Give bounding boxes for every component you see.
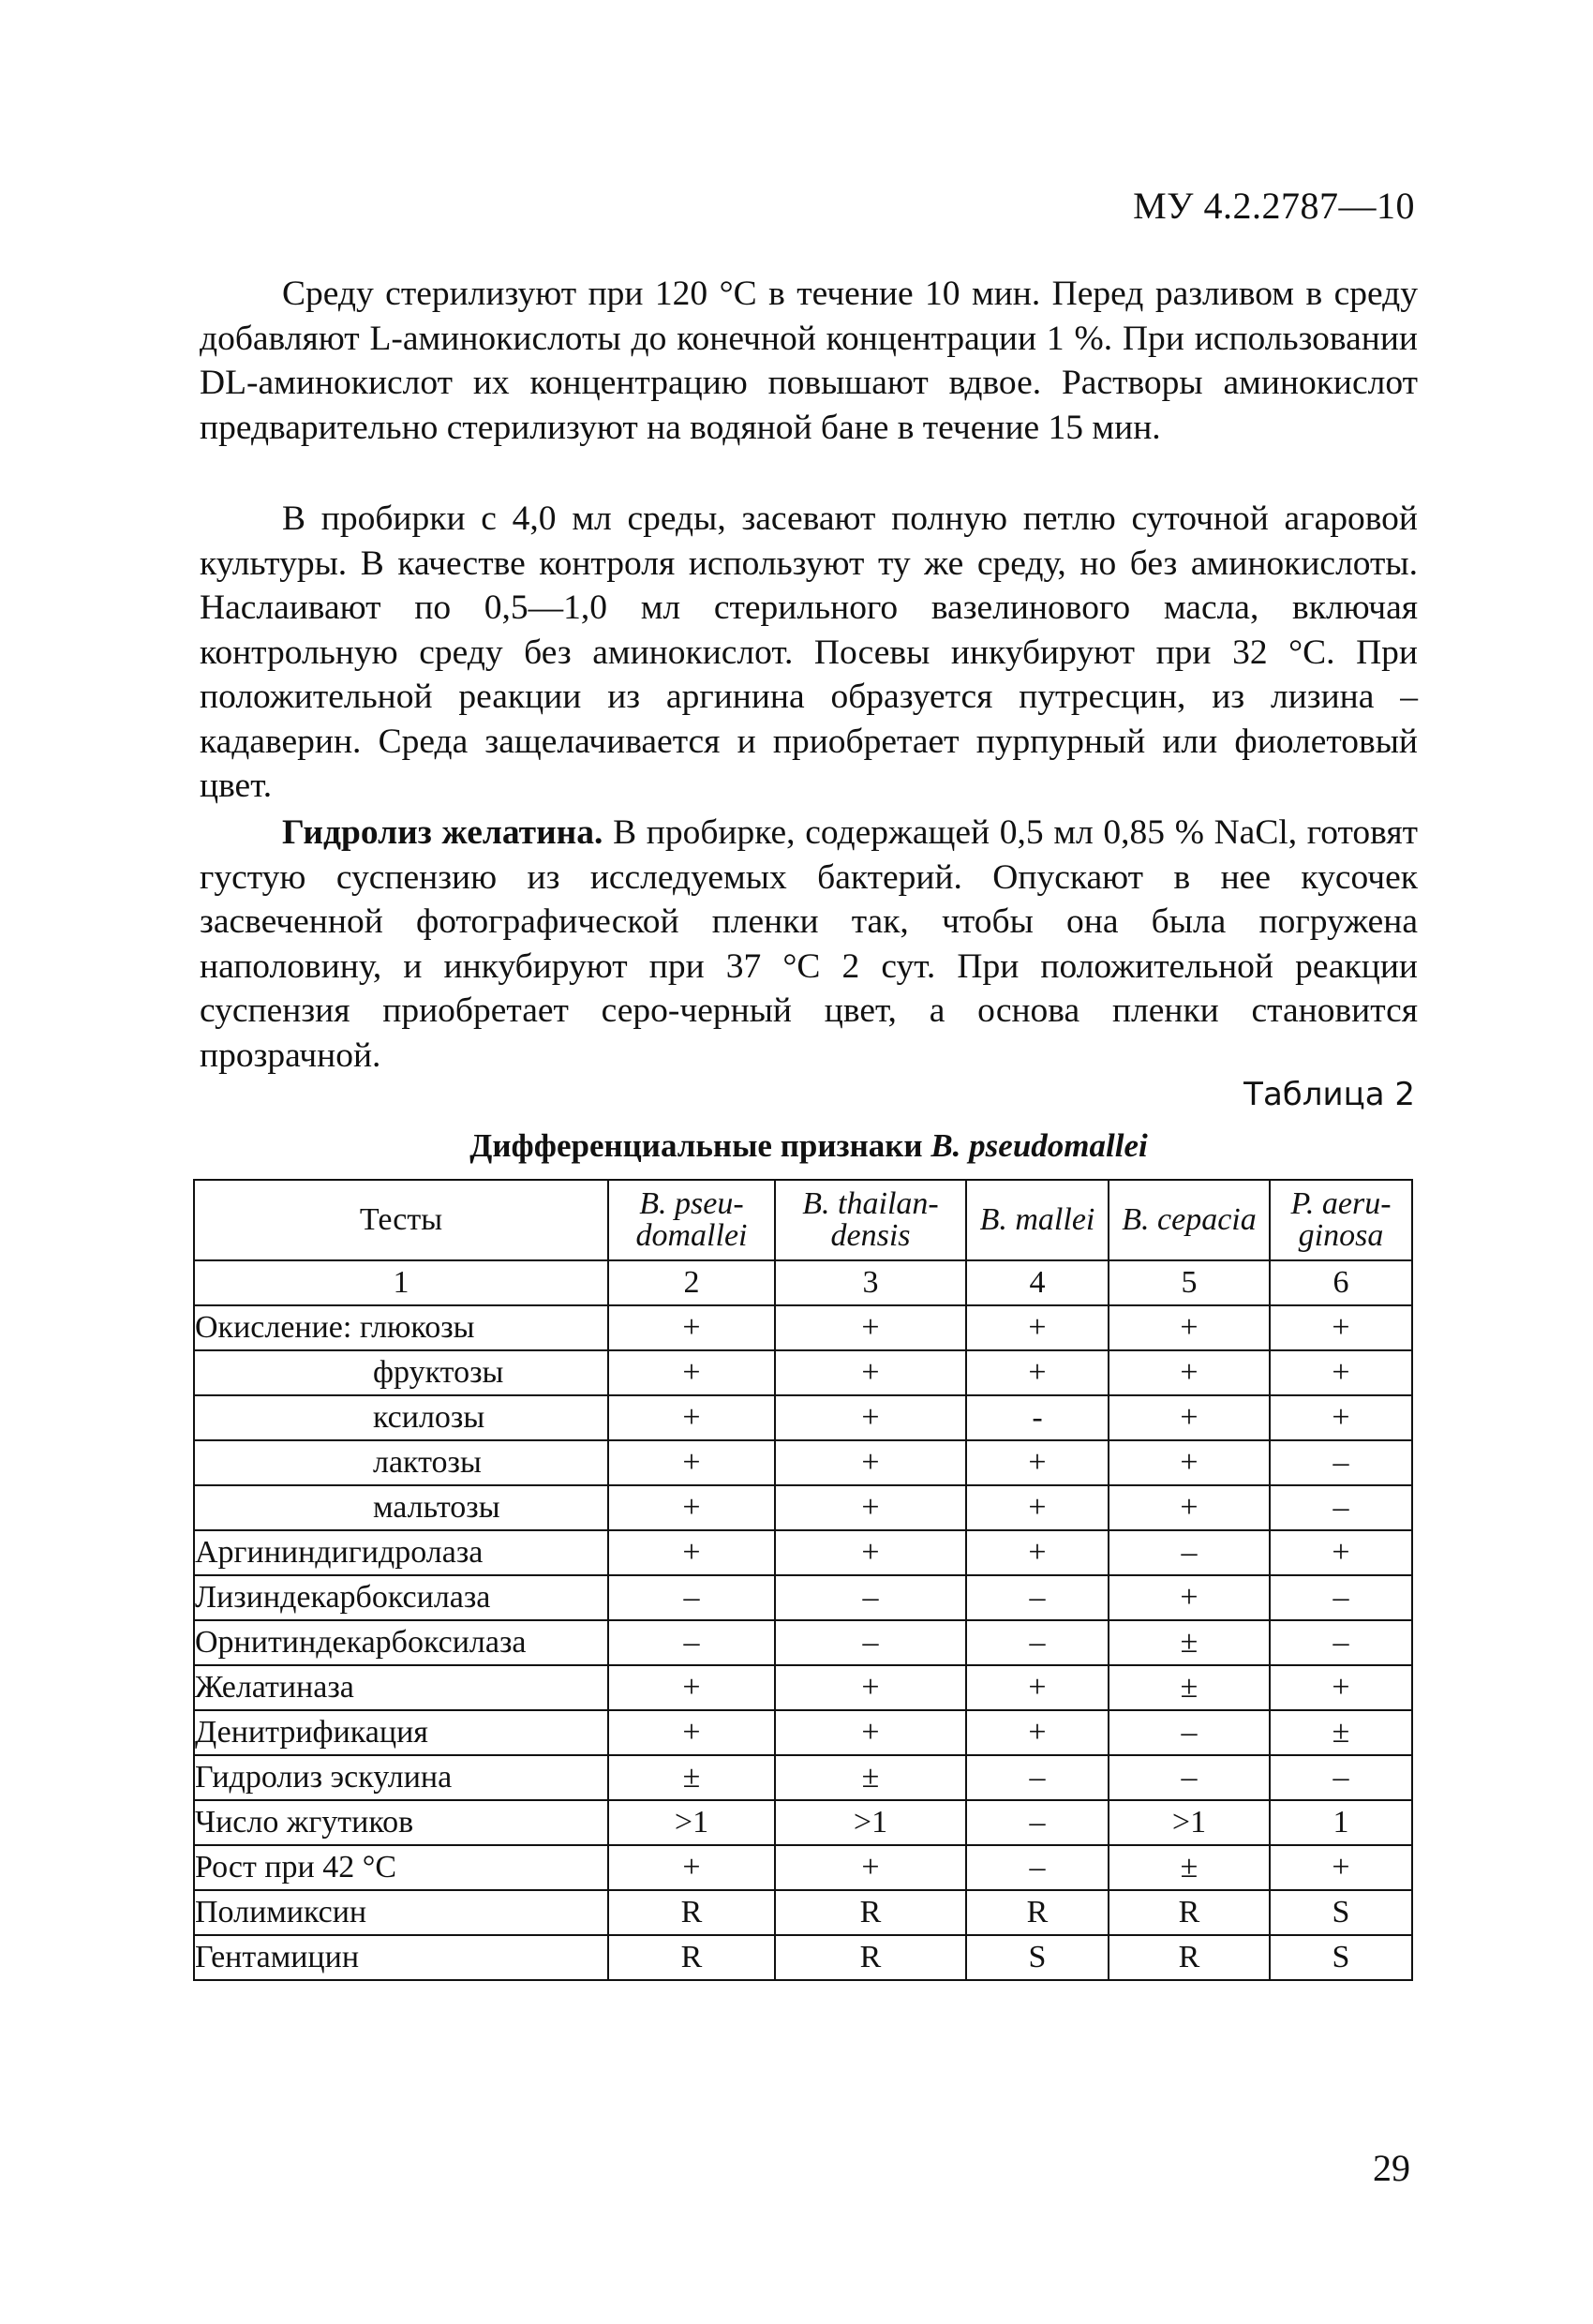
- paragraph-sterilization: [200, 272, 1418, 450]
- header-tests: Тесты: [194, 1180, 608, 1260]
- header-p-aeruginosa: [1270, 1180, 1412, 1260]
- document-code: МУ 4.2.2787—10: [1133, 185, 1415, 227]
- header-b-thailandensis: [775, 1180, 966, 1260]
- result-cell: +: [775, 1305, 966, 1350]
- result-cell: +: [966, 1530, 1109, 1575]
- table-row: [194, 1890, 1412, 1935]
- table-row: [194, 1530, 1412, 1575]
- result-cell: ±: [1109, 1665, 1270, 1710]
- test-name-cell: Аргининдигидролаза: [194, 1530, 608, 1575]
- table-row: [194, 1350, 1412, 1395]
- result-cell: +: [775, 1530, 966, 1575]
- result-cell: +: [608, 1665, 775, 1710]
- paragraph-heading: Гидролиз желатина.: [282, 813, 603, 852]
- result-cell: R: [1109, 1935, 1270, 1980]
- test-name-cell: Денитрификация: [194, 1710, 608, 1755]
- table-caption-species: B. pseudomallei: [930, 1127, 1148, 1164]
- result-cell: S: [966, 1935, 1109, 1980]
- result-cell: R: [775, 1890, 966, 1935]
- result-cell: +: [608, 1530, 775, 1575]
- result-cell: +: [775, 1665, 966, 1710]
- result-cell: –: [966, 1800, 1109, 1845]
- header-b-cepacia: [1109, 1180, 1270, 1260]
- result-cell: >1: [608, 1800, 775, 1845]
- test-name-cell: Рост при 42 °С: [194, 1845, 608, 1890]
- result-cell: +: [1270, 1845, 1412, 1890]
- result-cell: –: [775, 1575, 966, 1620]
- result-cell: +: [1109, 1350, 1270, 1395]
- result-cell: –: [1270, 1620, 1412, 1665]
- result-cell: +: [966, 1350, 1109, 1395]
- page-number: 29: [1373, 2147, 1410, 2189]
- test-name-cell: Число жгутиков: [194, 1800, 608, 1845]
- result-cell: +: [1270, 1395, 1412, 1440]
- table-row: [194, 1620, 1412, 1665]
- column-number: 2: [608, 1260, 775, 1305]
- result-cell: –: [966, 1755, 1109, 1800]
- table-row: [194, 1575, 1412, 1620]
- result-cell: –: [1109, 1530, 1270, 1575]
- result-cell: R: [966, 1890, 1109, 1935]
- result-cell: +: [1109, 1575, 1270, 1620]
- result-cell: +: [608, 1440, 775, 1485]
- column-number: 6: [1270, 1260, 1412, 1305]
- paragraph-body: В пробирке, содержащей 0,5 мл 0,85 % NaCl, готовят густую суспензию из исследуемых бактерий. Опускают в нее кусочек засвеченной фотографической пленки так, чтобы она была погружена наполовину, и инкубируют при 37 °С 2 сут. При положительной реакции суспензия приобретает серо-черный цвет, а основа пленки становится прозрачной.: [200, 813, 1418, 1075]
- result-cell: –: [966, 1620, 1109, 1665]
- result-cell: ±: [775, 1755, 966, 1800]
- table-row: [194, 1755, 1412, 1800]
- result-cell: –: [966, 1845, 1109, 1890]
- result-cell: 1: [1270, 1800, 1412, 1845]
- result-cell: S: [1270, 1935, 1412, 1980]
- result-cell: S: [1270, 1890, 1412, 1935]
- result-cell: R: [1109, 1890, 1270, 1935]
- table-row: [194, 1845, 1412, 1890]
- table-row: [194, 1305, 1412, 1350]
- test-name-cell: Окисление: глюкозы: [194, 1305, 608, 1350]
- result-cell: +: [775, 1440, 966, 1485]
- header-label: B. pseu- domallei: [635, 1186, 748, 1253]
- result-cell: +: [966, 1710, 1109, 1755]
- result-cell: +: [966, 1485, 1109, 1530]
- result-cell: +: [1270, 1350, 1412, 1395]
- result-cell: –: [1109, 1755, 1270, 1800]
- header-label: B. mallei: [979, 1202, 1095, 1237]
- test-name-cell: Желатиназа: [194, 1665, 608, 1710]
- result-cell: –: [966, 1575, 1109, 1620]
- table-number: Таблица 2: [1243, 1076, 1415, 1113]
- table-header-row: [194, 1180, 1412, 1260]
- result-cell: +: [1109, 1485, 1270, 1530]
- result-cell: +: [966, 1305, 1109, 1350]
- test-name-cell: Гидролиз эскулина: [194, 1755, 608, 1800]
- result-cell: +: [608, 1485, 775, 1530]
- result-cell: +: [608, 1305, 775, 1350]
- header-label: B. thailan- densis: [802, 1186, 939, 1253]
- column-number: 5: [1109, 1260, 1270, 1305]
- header-b-pseudomallei: [608, 1180, 775, 1260]
- table-row: [194, 1395, 1412, 1440]
- result-cell: +: [966, 1665, 1109, 1710]
- result-cell: +: [775, 1710, 966, 1755]
- table-row: [194, 1665, 1412, 1710]
- header-b-mallei: [966, 1180, 1109, 1260]
- table-row: [194, 1935, 1412, 1980]
- test-name-cell: Гентамицин: [194, 1935, 608, 1980]
- table-row: [194, 1710, 1412, 1755]
- result-cell: R: [608, 1935, 775, 1980]
- result-cell: +: [775, 1845, 966, 1890]
- result-cell: –: [1270, 1575, 1412, 1620]
- table-row: [194, 1485, 1412, 1530]
- paragraph-gelatin-hydrolysis: [200, 811, 1418, 1078]
- column-number: 1: [194, 1260, 608, 1305]
- differential-table: [193, 1179, 1413, 1981]
- test-name-cell: Лизиндекарбоксилаза: [194, 1575, 608, 1620]
- result-cell: –: [1270, 1755, 1412, 1800]
- table-caption-text: Дифференциальные признаки: [469, 1127, 931, 1164]
- result-cell: +: [966, 1440, 1109, 1485]
- result-cell: +: [1270, 1530, 1412, 1575]
- result-cell: R: [775, 1935, 966, 1980]
- result-cell: +: [608, 1350, 775, 1395]
- table-row: [194, 1440, 1412, 1485]
- header-label: P. aeru- ginosa: [1290, 1186, 1392, 1253]
- table-row: [194, 1800, 1412, 1845]
- result-cell: R: [608, 1890, 775, 1935]
- result-cell: –: [775, 1620, 966, 1665]
- result-cell: –: [1270, 1440, 1412, 1485]
- test-name-cell: фруктозы: [194, 1350, 608, 1395]
- result-cell: –: [608, 1620, 775, 1665]
- result-cell: +: [1109, 1395, 1270, 1440]
- column-number: 3: [775, 1260, 966, 1305]
- result-cell: +: [1109, 1440, 1270, 1485]
- column-number: 4: [966, 1260, 1109, 1305]
- result-cell: +: [775, 1395, 966, 1440]
- result-cell: +: [608, 1710, 775, 1755]
- result-cell: –: [608, 1575, 775, 1620]
- result-cell: +: [1270, 1665, 1412, 1710]
- result-cell: –: [1270, 1485, 1412, 1530]
- result-cell: -: [966, 1395, 1109, 1440]
- result-cell: >1: [775, 1800, 966, 1845]
- result-cell: ±: [1109, 1620, 1270, 1665]
- result-cell: +: [775, 1485, 966, 1530]
- test-name-cell: мальтозы: [194, 1485, 608, 1530]
- paragraph-text: [200, 811, 1418, 1078]
- paragraph-inoculation: [200, 497, 1418, 809]
- test-name-cell: Орнитиндекарбоксилаза: [194, 1620, 608, 1665]
- paragraph-text: В пробирки с 4,0 мл среды, засевают полную петлю суточной агаровой культуры. В качестве контроля используют ту же среду, но без аминокислоты. Наслаивают по 0,5—1,0 мл стерильного вазелинового масла, включая контрольную среду без аминокислот. Посевы инкубируют при 32 °С. При положительной реакции из аргинина образуется путресцин, из лизина – кадаверин. Среда защелачивается и приобретает пурпурный или фиолетовый цвет.: [200, 499, 1418, 805]
- result-cell: +: [775, 1350, 966, 1395]
- result-cell: ±: [1270, 1710, 1412, 1755]
- result-cell: ±: [1109, 1845, 1270, 1890]
- test-name-cell: ксилозы: [194, 1395, 608, 1440]
- result-cell: –: [1109, 1710, 1270, 1755]
- test-name-cell: лактозы: [194, 1440, 608, 1485]
- result-cell: +: [608, 1395, 775, 1440]
- test-name-cell: Полимиксин: [194, 1890, 608, 1935]
- paragraph-text: Среду стерилизуют при 120 °С в течение 10 мин. Перед разливом в среду добавляют L-аминокислоты до конечной концентрации 1 %. При использовании DL-аминокислот их концентрацию повышают вдвое. Растворы аминокислот предварительно стерилизуют на водяной бане в течение 15 мин.: [200, 275, 1418, 447]
- result-cell: +: [1270, 1305, 1412, 1350]
- result-cell: +: [1109, 1305, 1270, 1350]
- column-number-row: [194, 1260, 1412, 1305]
- table-caption: [200, 1127, 1418, 1165]
- result-cell: ±: [608, 1755, 775, 1800]
- result-cell: +: [608, 1845, 775, 1890]
- result-cell: >1: [1109, 1800, 1270, 1845]
- header-label: B. cepacia: [1122, 1202, 1257, 1237]
